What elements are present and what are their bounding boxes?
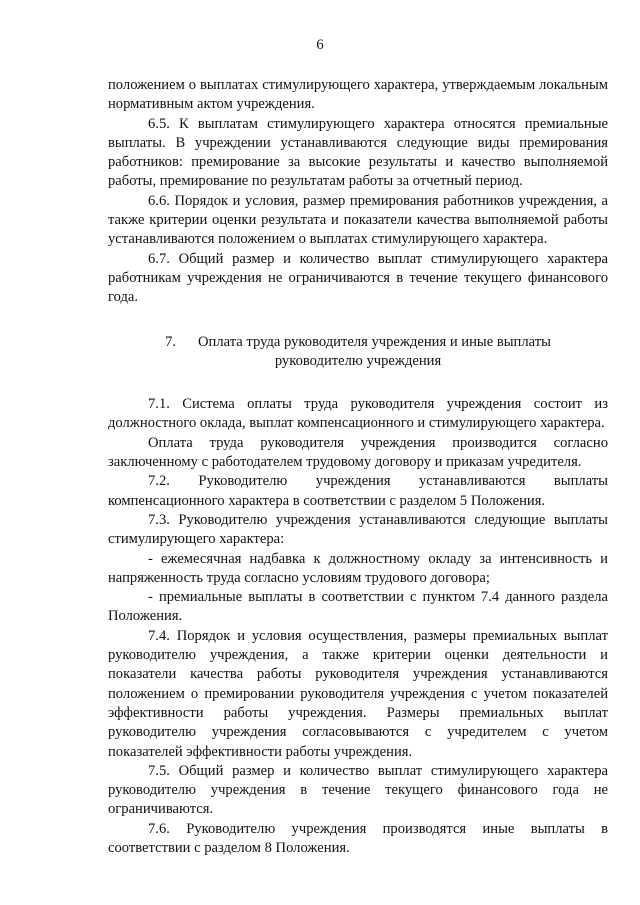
paragraph-continuation: положением о выплатах стимулирующего характера, утверждаемым локальным нормативным актом учреждения. bbox=[108, 77, 608, 113]
paragraph-7-1: 7.1. Система оплаты труда руководителя учреждения состоит из должностного оклада, выплат компенсационного и стимулирующего характера. bbox=[108, 396, 608, 432]
paragraph-7-6: 7.6. Руководителю учреждения производятся иные выплаты в соответствии с разделом 8 Положения. bbox=[108, 820, 608, 856]
paragraph-7-1-payment: Оплата труда руководителя учреждения производится согласно заключенному с работодателем трудовому договору и приказам учредителя. bbox=[108, 434, 608, 471]
document-body bbox=[108, 76, 608, 858]
section-title-line1: Оплата труда руководителя учреждения и иные выплаты bbox=[198, 333, 551, 350]
paragraph-7-3-item-1: - ежемесячная надбавка к должностному окладу за интенсивность и напряженность труда согласно условиям трудового договора; bbox=[108, 550, 608, 586]
paragraph-6-7: 6.7. Общий размер и количество выплат стимулирующего характера работникам учреждения не ограничиваются в течение текущего финансового года. bbox=[108, 250, 608, 306]
paragraph-6-6: 6.6. Порядок и условия, размер премирования работников учреждения, а также критерии оценки результата и показатели качества выполняемой работы устанавливаются положением о выплатах стимулирующего характера. bbox=[108, 192, 608, 248]
section-title-line2: руководителю учреждения bbox=[274, 352, 442, 369]
paragraph-7-3: 7.3. Руководителю учреждения устанавливаются следующие выплаты стимулирующего характера: bbox=[108, 511, 608, 548]
section-number: 7. bbox=[165, 333, 177, 350]
paragraph-6-5: 6.5. К выплатам стимулирующего характера относятся премиальные выплаты. В учреждении устанавливаются следующие виды премирования работников: премирование за высокие результаты и качество выполняемой работы, премирование по результатам работы за отчетный период. bbox=[108, 115, 608, 190]
section-heading bbox=[108, 333, 608, 372]
paragraph-7-2: 7.2. Руководителю учреждения устанавливаются выплаты компенсационного характера в соответствии с разделом 5 Положения. bbox=[108, 473, 608, 509]
page-number: 6 bbox=[316, 37, 324, 53]
paragraph-7-5: 7.5. Общий размер и количество выплат стимулирующего характера руководителю учреждения в течение текущего финансового года не ограничиваются. bbox=[108, 762, 608, 818]
paragraph-7-3-item-2: - премиальные выплаты в соответствии с пунктом 7.4 данного раздела Положения. bbox=[108, 589, 608, 625]
paragraph-7-4: 7.4. Порядок и условия осуществления, размеры премиальных выплат руководителю учреждения, а также критерии оценки деятельности и показатели качества работы руководителя учреждения устанавливаются положением о премировании руководителя учреждения с учетом показателей эффективности работы учреждения. Размеры премиальных выплат руководителю учреждения согласовываются с учредителем с учетом показателей эффективности работы учреждения. bbox=[108, 627, 608, 760]
